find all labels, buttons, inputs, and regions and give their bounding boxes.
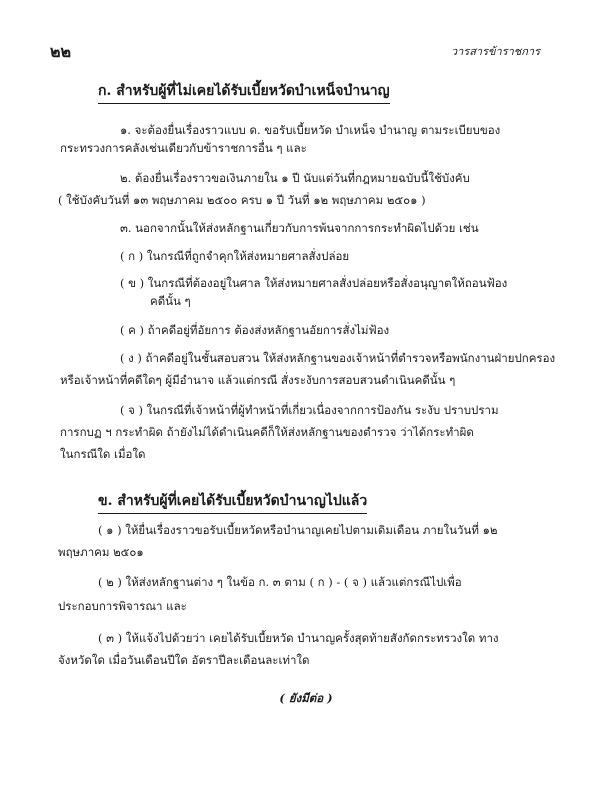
continued-note: ( ยังมีต่อ ) bbox=[279, 691, 333, 705]
page-number: ๒๒ bbox=[50, 42, 72, 61]
section-a-p1-line2: กระทรวงการคลังเช่นเดียวกับข้าราชการอื่น ๆ และ bbox=[60, 141, 307, 155]
section-a-title: ก. สำหรับผู้ที่ไม่เคยได้รับเบี้ยหวัดบำเหน็จบำนาญ bbox=[98, 80, 390, 104]
item-cho-line1: ( จ ) ในกรณีที่เจ้าหน้าที่ผู้ทำหน้าที่เกี่ยวเนื่องจากการป้องกัน ระงับ ปราบปราม bbox=[120, 403, 499, 417]
item-cho-line3: ในกรณีใด เมื่อใด bbox=[60, 447, 146, 461]
section-b-p3-line1: ( ๓ ) ให้แจ้งไปด้วยว่า เคยได้รับเบี้ยหวัด บำนาญครั้งสุดท้ายสังกัดกระทรวงใด ทาง bbox=[98, 631, 499, 645]
section-a-p2-line1: ๒. ต้องยื่นเรื่องราวขอเงินภายใน ๑ ปี นับแต่วันที่กฎหมายฉบับนี้ใช้บังคับ bbox=[120, 171, 470, 185]
item-ko: ( ก ) ในกรณีที่ถูกจำคุกให้ส่งหมายศาลสั่งปล่อย bbox=[120, 249, 350, 263]
item-kho-khon: ( ค ) ถ้าคดีอยู่ที่อัยการ ต้องส่งหลักฐานอัยการสั่งไม่ฟ้อง bbox=[120, 323, 390, 337]
item-ngo-line2: หรือเจ้าหน้าที่คดีใดๆ ผู้มีอำนาจ แล้วแต่กรณี สั่งระงับการสอบสวนดำเนินคดีนั้น ๆ bbox=[60, 373, 456, 387]
item-cho-line2: การกบฏ ฯ กระทำผิด ถ้ายังไม่ได้ดำเนินคดีก็ให้ส่งหลักฐานของตำรวจ ว่าได้กระทำผิด bbox=[60, 425, 474, 439]
section-a-p2-line2: ( ใช้บังคับวันที่ ๑๓ พฤษภาคม ๒๕๐๐ ครบ ๑ ปี วันที่ ๑๒ พฤษภาคม ๒๕๐๑ ) bbox=[58, 193, 426, 207]
section-b-title: ข. สำหรับผู้ที่เคยได้รับเบี้ยหวัดบำนาญไปแล้ว bbox=[98, 490, 367, 514]
section-b-p2-line2: ประกอบการพิจารณา และ bbox=[58, 599, 187, 613]
journal-title: วารสารข้าราชการ bbox=[450, 45, 540, 58]
section-b-p3-line2: จังหวัดใด เมื่อวันเดือนปีใด อัตราปีละเดือนละเท่าใด bbox=[58, 653, 310, 667]
item-kho-line2: คดีนั้น ๆ bbox=[150, 294, 191, 308]
section-b-p1-line2: พฤษภาคม ๒๕๐๑ bbox=[58, 545, 144, 559]
section-a-p3-line1: ๓. นอกจากนั้นให้ส่งหลักฐานเกี่ยวกับการพ้นจากการกระทำผิดไปด้วย เช่น bbox=[120, 221, 479, 235]
section-b-p2-line1: ( ๒ ) ให้ส่งหลักฐานต่าง ๆ ในข้อ ก. ๓ ตาม ( ก ) - ( จ ) แล้วแต่กรณีไปเพื่อ bbox=[98, 575, 462, 589]
section-a-p1-line1: ๑. จะต้องยื่นเรื่องราวแบบ ด. ขอรับเบี้ยหวัด บำเหน็จ บำนาญ ตามระเบียบของ bbox=[120, 123, 501, 137]
section-b-p1-line1: ( ๑ ) ให้ยื่นเรื่องราวขอรับเบี้ยหวัดหรือบำนาญเคยไปตามเดิมเดือน ภายในวันที่ ๑๒ bbox=[98, 523, 498, 537]
item-ngo-line1: ( ง ) ถ้าคดีอยู่ในชั้นสอบสวน ให้ส่งหลักฐานของเจ้าหน้าที่ตำรวจหรือพนักงานฝ่ายปกครอง bbox=[120, 351, 556, 365]
item-kho-line1: ( ข ) ในกรณีที่ต้องอยู่ในศาล ให้ส่งหมายศาลสั่งปล่อยหรือสั่งอนุญาตให้ถอนฟ้อง bbox=[120, 276, 508, 290]
